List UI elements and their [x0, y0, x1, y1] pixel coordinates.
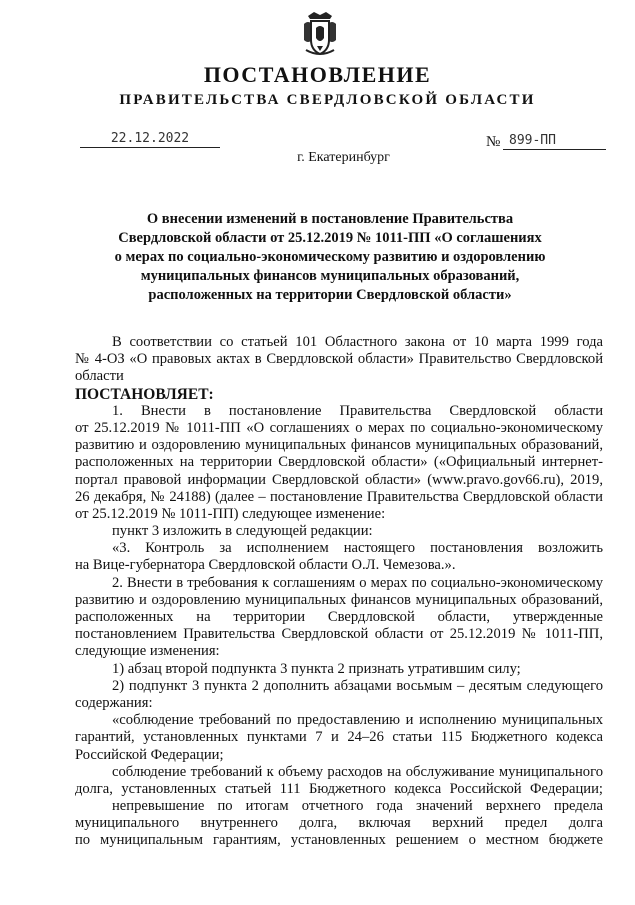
- document-date: 22.12.2022: [80, 131, 220, 148]
- quote-line: долга, установленных статьей 111 Бюджетного кодекса Российской Федерации;: [75, 780, 603, 797]
- quote-line: «3. Контроль за исполнением настоящего постановления возложить: [112, 540, 603, 557]
- quote-line: соблюдение требований к объему расходов на обслуживание муниципального: [112, 763, 603, 780]
- paragraph-line: развитию и оздоровлению муниципальных финансов муниципальных образований,: [75, 591, 603, 608]
- quote-line: гарантий, установленных пунктами 7 и 24–26 статьи 115 Бюджетного кодекса: [75, 729, 603, 746]
- quote-line: «соблюдение требований по предоставлению и исполнению муниципальных: [112, 712, 603, 729]
- quote-line: на Вице-губернатора Свердловской области О.Л. Чемезова.».: [75, 557, 456, 574]
- paragraph-line: постановлением Правительства Свердловской области от 25.12.2019 № 1011-ПП,: [75, 626, 603, 643]
- paragraph-line: следующие изменения:: [75, 643, 220, 660]
- title-line: Свердловской области от 25.12.2019 № 1011-ПП «О соглашениях: [118, 230, 542, 246]
- paragraph-line: развитию и оздоровлению муниципальных финансов муниципальных образований,: [75, 437, 603, 454]
- preamble-line: В соответствии со статьей 101 Областного закона от 10 марта 1999 года: [112, 334, 603, 350]
- paragraph-line: пункт 3 изложить в следующей редакции:: [112, 523, 373, 540]
- document-number: 899-ПП: [503, 133, 606, 150]
- quote-line: Российской Федерации;: [75, 746, 224, 763]
- city-line: г. Екатеринбург: [297, 150, 390, 165]
- coat-of-arms-icon: [300, 10, 340, 58]
- quote-line: по муниципальным гарантиям, установленных решением о местном бюджете: [75, 832, 603, 849]
- document-body: [75, 334, 603, 850]
- quote-line: муниципального внутреннего долга, включая верхний предел долга: [75, 815, 603, 832]
- subitem-line: 2) подпункт 3 пункта 2 дополнить абзацами восьмым – десятым следующего: [112, 677, 603, 694]
- title-line: О внесении изменений в постановление Правительства: [146, 211, 514, 227]
- preamble-line: № 4-ОЗ «О правовых актах в Свердловской области» Правительство Свердловской: [75, 351, 603, 368]
- paragraph-line: портал правовой информации Свердловской области» (www.pravo.gov66.ru), 2019,: [75, 471, 603, 488]
- paragraph-line: расположенных на территории Свердловской области» («Официальный интернет-: [75, 454, 603, 471]
- document-title: [90, 210, 570, 305]
- number-label: №: [486, 134, 501, 150]
- subitem-line: содержания:: [75, 694, 153, 711]
- paragraph-line: 26 декабря, № 24188) (далее – постановление Правительства Свердловской области: [75, 488, 603, 505]
- title-line: муниципальных финансов муниципальных образований,: [140, 268, 520, 284]
- document-type-heading: ПОСТАНОВЛЕНИЕ: [203, 62, 432, 87]
- paragraph-line: от 25.12.2019 № 1011-ПП «О соглашениях о мерах по социально-экономическому: [75, 419, 603, 436]
- paragraph-line: 1. Внести в постановление Правительства Свердловской области: [112, 402, 603, 419]
- quote-line: непревышение по итогам отчетного года значений верхнего предела: [112, 798, 603, 815]
- title-line: расположенных на территории Свердловской области»: [148, 287, 512, 303]
- preamble-line: области: [75, 368, 124, 385]
- paragraph-line: от 25.12.2019 № 1011-ПП) следующее изменение:: [75, 505, 386, 522]
- resolves-heading: ПОСТАНОВЛЯЕТ:: [75, 385, 214, 403]
- title-line: о мерах по социально-экономическому развитию и оздоровлению: [114, 249, 546, 265]
- issuer-heading: ПРАВИТЕЛЬСТВА СВЕРДЛОВСКОЙ ОБЛАСТИ: [119, 92, 536, 108]
- subitem-line: 1) абзац второй подпункта 3 пункта 2 признать утратившим силу;: [112, 660, 521, 677]
- paragraph-line: расположенных на территории Свердловской области, утвержденные: [75, 609, 603, 625]
- paragraph-line: 2. Внести в требования к соглашениям о мерах по социально-экономическому: [112, 574, 603, 591]
